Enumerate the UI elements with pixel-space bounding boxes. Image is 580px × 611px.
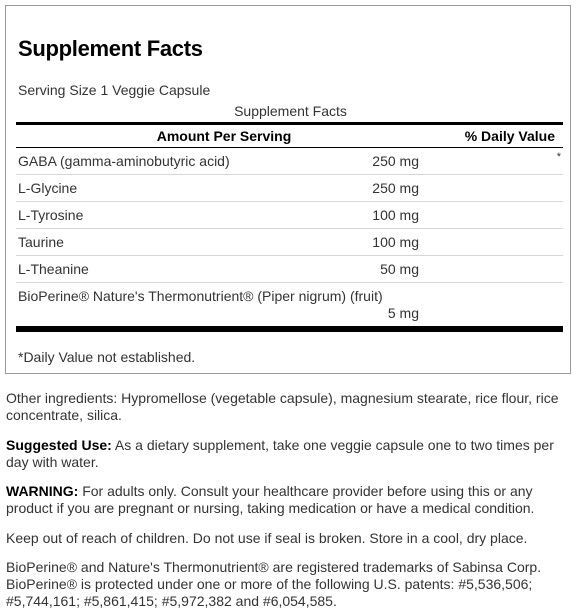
table-caption: Supplement Facts	[234, 103, 347, 119]
ingredient-name: L-Theanine	[18, 261, 89, 277]
ingredient-amount: 100 mg	[372, 234, 419, 250]
suggested-use-text: As a dietary supplement, take one veggie capsule one to two times per day with water.	[6, 437, 554, 470]
ingredient-name: Taurine	[18, 234, 64, 250]
panel-title: Supplement Facts	[18, 36, 203, 61]
ingredient-amount: 250 mg	[372, 153, 419, 169]
table-row	[16, 202, 563, 229]
ingredient-amount: 5 mg	[387, 305, 419, 321]
storage-instructions: Keep out of reach of children. Do not use if seal is broken. Store in a cool, dry place.	[6, 530, 528, 546]
header-amount-per-serving: Amount Per Serving	[156, 128, 292, 144]
ingredient-amount: 50 mg	[380, 261, 419, 277]
header-daily-value: % Daily Value	[464, 128, 555, 144]
table-row	[16, 175, 563, 202]
daily-value-footnote: *Daily Value not established.	[18, 349, 196, 365]
warning	[6, 483, 574, 517]
other-ingredients: Other ingredients: Hypromellose (vegetable capsule), magnesium stearate, rice flour, rice concentrate, silica.	[6, 390, 559, 423]
warning-text: For adults only. Consult your healthcare provider before using this or any product if you are pregnant or nursing, taking medication or have a medical condition.	[6, 483, 535, 516]
ingredient-name: L-Glycine	[18, 180, 78, 196]
table-row	[16, 229, 563, 256]
table-row	[16, 148, 563, 175]
ingredient-daily-value: *	[556, 151, 561, 163]
warning-label: WARNING:	[6, 483, 79, 499]
ingredient-name: BioPerine® Nature's Thermonutrient® (Piper nigrum) (fruit)	[18, 288, 383, 304]
table-bottom-rule	[16, 326, 563, 332]
serving-size: Serving Size 1 Veggie Capsule	[18, 82, 211, 98]
ingredient-name: L-Tyrosine	[18, 207, 84, 223]
trademark-notice: BioPerine® and Nature's Thermonutrient® are registered trademarks of Sabinsa Corp. BioPerine® is protected under one or more of the following U.S. patents: #5,536,506; #5,744,161; #5,861,415; #5,972,382 and #6,054,585.	[6, 559, 542, 609]
suggested-use	[6, 437, 574, 471]
ingredient-amount: 100 mg	[372, 207, 419, 223]
suggested-use-label: Suggested Use:	[6, 437, 112, 453]
ingredient-name: GABA (gamma-aminobutyric acid)	[18, 153, 230, 169]
table-row	[16, 284, 563, 326]
supplement-facts-panel	[5, 5, 571, 374]
table-row	[16, 256, 563, 283]
ingredient-amount: 250 mg	[372, 180, 419, 196]
